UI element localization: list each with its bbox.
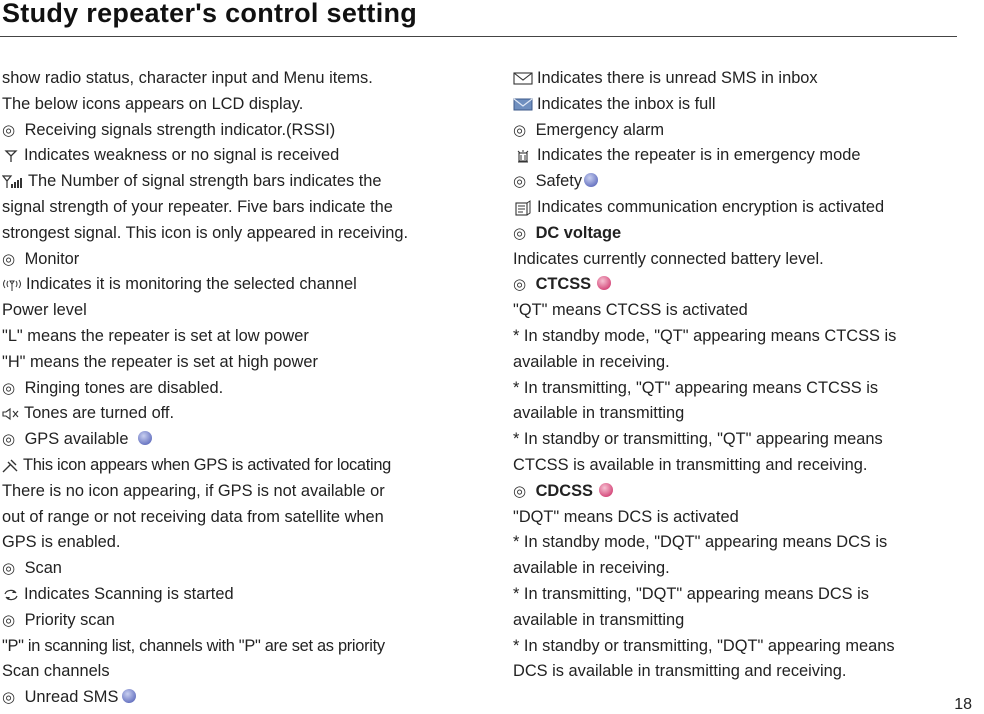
sms-button-icon bbox=[122, 689, 136, 703]
right-column bbox=[513, 66, 958, 685]
safety-heading: Safety bbox=[535, 172, 583, 191]
bullet-icon: ◎ bbox=[513, 121, 527, 139]
ctcss-button-icon bbox=[597, 276, 611, 290]
bullet-icon: ◎ bbox=[2, 121, 16, 139]
text-line: show radio status, character input and Menu items. bbox=[2, 69, 373, 87]
bullet-line bbox=[2, 608, 447, 634]
text-line: * In standby or transmitting, "QT" appearing means bbox=[513, 430, 883, 449]
bullet-icon: ◎ bbox=[2, 431, 16, 449]
bullet-line bbox=[2, 247, 447, 273]
bullet-line bbox=[2, 685, 447, 711]
icon-line bbox=[2, 272, 447, 298]
text-line: * In standby mode, "DQT" appearing means DCS is bbox=[513, 533, 888, 552]
rssi-weak-text: Indicates weakness or no signal is received bbox=[24, 146, 340, 165]
bullet-line bbox=[513, 479, 958, 505]
bullet-icon: ◎ bbox=[513, 482, 527, 500]
rssi-bars-text: The Number of signal strength bars indicates the bbox=[28, 172, 382, 191]
bullet-line bbox=[513, 169, 958, 195]
text-line: Power level bbox=[2, 301, 87, 320]
text-line: available in transmitting bbox=[513, 610, 685, 629]
priority-scan-heading: Priority scan bbox=[24, 610, 115, 629]
unread-sms-heading: Unread SMS bbox=[24, 688, 119, 707]
text-line: out of range or not receiving data from satellite when bbox=[2, 507, 384, 526]
icon-line bbox=[2, 453, 447, 479]
page-title: Study repeater's control setting bbox=[2, 0, 418, 28]
icon-line bbox=[513, 66, 958, 92]
text-line: "QT" means CTCSS is activated bbox=[513, 301, 748, 320]
signal-bars-icon bbox=[2, 175, 24, 189]
safety-button-icon bbox=[584, 173, 598, 187]
rssi-heading: Receiving signals strength indicator.(RSSI) bbox=[24, 120, 336, 139]
monitor-text: Indicates it is monitoring the selected channel bbox=[26, 275, 357, 294]
title-rule bbox=[0, 36, 957, 37]
gps-satellite-icon bbox=[2, 459, 22, 473]
icon-line bbox=[513, 92, 958, 118]
bullet-icon: ◎ bbox=[513, 173, 527, 191]
envelope-icon bbox=[513, 72, 533, 85]
bullet-line bbox=[2, 556, 447, 582]
bullet-line bbox=[2, 376, 447, 402]
text-line: The below icons appears on LCD display. bbox=[2, 94, 304, 113]
dc-voltage-heading: DC voltage bbox=[535, 223, 622, 242]
icon-line bbox=[2, 143, 447, 169]
inbox-full-text: Indicates the inbox is full bbox=[537, 94, 716, 113]
bullet-icon: ◎ bbox=[2, 560, 16, 578]
icon-line bbox=[2, 401, 447, 427]
emergency-icon bbox=[513, 149, 533, 163]
bullet-icon: ◎ bbox=[513, 224, 527, 242]
text-line: available in receiving. bbox=[513, 352, 670, 371]
gps-text: This icon appears when GPS is activated for locating bbox=[23, 455, 391, 474]
text-line: CTCSS is available in transmitting and receiving. bbox=[513, 455, 868, 474]
bullet-line bbox=[2, 118, 447, 144]
encryption-text: Indicates communication encryption is activated bbox=[537, 197, 885, 216]
text-line: "H" means the repeater is set at high power bbox=[2, 352, 318, 371]
text-line: "DQT" means DCS is activated bbox=[513, 507, 739, 526]
text-line: * In standby or transmitting, "DQT" appearing means bbox=[513, 636, 895, 655]
speaker-mute-icon bbox=[2, 407, 20, 421]
monitor-icon bbox=[2, 278, 22, 292]
icon-line bbox=[2, 169, 447, 195]
text-line: DCS is available in transmitting and receiving. bbox=[513, 662, 847, 681]
bullet-line bbox=[513, 118, 958, 144]
text-line: There is no icon appearing, if GPS is not available or bbox=[2, 481, 385, 500]
bullet-icon: ◎ bbox=[2, 379, 16, 397]
bullet-line bbox=[513, 272, 958, 298]
text-line: "L" means the repeater is set at low power bbox=[2, 326, 309, 345]
emergency-heading: Emergency alarm bbox=[535, 120, 664, 139]
icon-line bbox=[2, 582, 447, 608]
ringing-heading: Ringing tones are disabled. bbox=[24, 378, 224, 397]
text-line: available in receiving. bbox=[513, 559, 670, 578]
bullet-line bbox=[513, 221, 958, 247]
text-line: signal strength of your repeater. Five bars indicate the bbox=[2, 197, 393, 216]
bullet-icon: ◎ bbox=[2, 611, 16, 629]
text-line: Indicates currently connected battery level. bbox=[513, 249, 824, 268]
gps-button-icon bbox=[138, 431, 152, 445]
icon-line bbox=[513, 195, 958, 221]
cdcss-button-icon bbox=[599, 483, 613, 497]
antenna-icon bbox=[2, 149, 20, 163]
cdcss-heading: CDCSS bbox=[535, 481, 593, 500]
text-line: strongest signal. This icon is only appeared in receiving. bbox=[2, 223, 409, 242]
bullet-icon: ◎ bbox=[513, 276, 527, 294]
gps-heading: GPS available bbox=[24, 430, 129, 449]
text-line: "P" in scanning list, channels with "P" are set as priority bbox=[2, 636, 385, 655]
bullet-icon: ◎ bbox=[2, 689, 16, 707]
page-number: 18 bbox=[954, 696, 972, 713]
text-line: * In standby mode, "QT" appearing means CTCSS is bbox=[513, 326, 897, 345]
text-line: Scan channels bbox=[2, 662, 110, 681]
scan-heading: Scan bbox=[24, 559, 62, 578]
scan-icon bbox=[2, 588, 20, 602]
text-line: * In transmitting, "DQT" appearing means DCS is bbox=[513, 584, 869, 603]
monitor-heading: Monitor bbox=[24, 249, 80, 268]
bullet-line bbox=[2, 427, 447, 453]
text-line: * In transmitting, "QT" appearing means CTCSS is bbox=[513, 378, 879, 397]
text-line: available in transmitting bbox=[513, 404, 685, 423]
scan-text: Indicates Scanning is started bbox=[24, 584, 234, 603]
unread-sms-text: Indicates there is unread SMS in inbox bbox=[537, 69, 818, 87]
emergency-text: Indicates the repeater is in emergency mode bbox=[537, 146, 861, 165]
ctcss-heading: CTCSS bbox=[535, 275, 592, 294]
encryption-icon bbox=[513, 200, 533, 216]
text-line: GPS is enabled. bbox=[2, 533, 121, 552]
envelope-full-icon bbox=[513, 98, 533, 111]
icon-line bbox=[513, 143, 958, 169]
tones-off-text: Tones are turned off. bbox=[24, 404, 175, 423]
bullet-icon: ◎ bbox=[2, 250, 16, 268]
left-column bbox=[2, 66, 447, 711]
